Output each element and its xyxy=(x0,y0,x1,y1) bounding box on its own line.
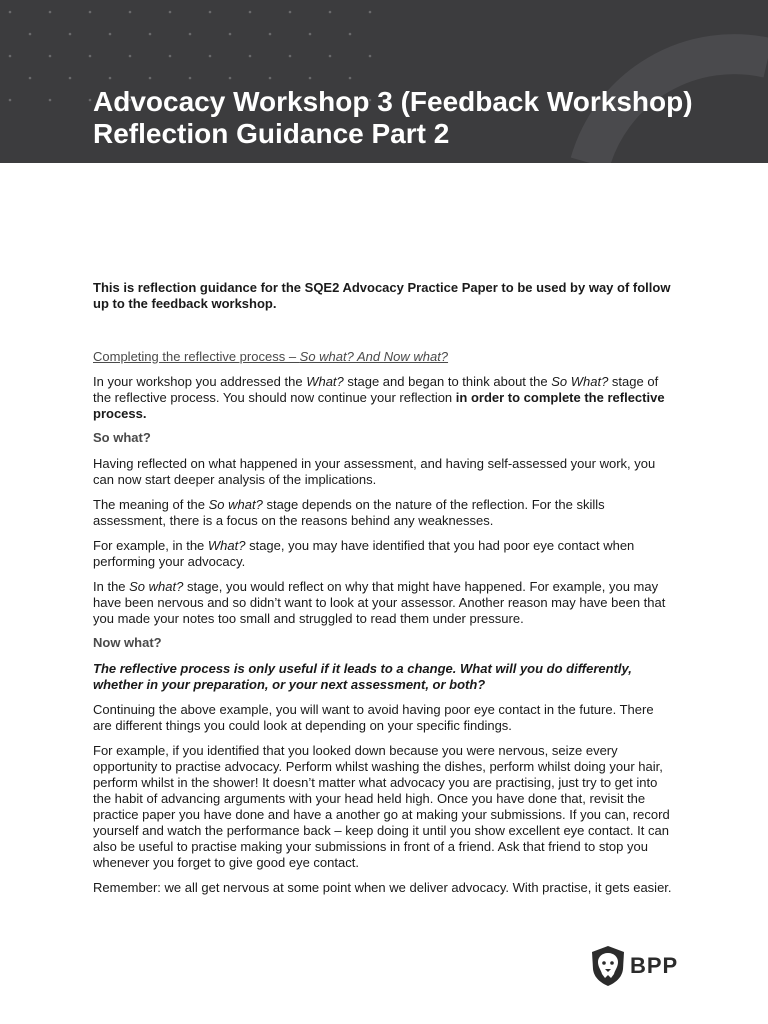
now-what-emphasis xyxy=(93,661,673,693)
header-dot xyxy=(129,55,132,58)
header-dot xyxy=(209,11,212,14)
now-what-heading: Now what? xyxy=(93,635,162,650)
so-what-heading: So what? xyxy=(93,430,151,445)
header-dot xyxy=(289,11,292,14)
so-what-paragraph-1: Having reflected on what happened in your assessment, and having self-assessed your work, you can now start deeper analysis of the implications. xyxy=(93,456,656,487)
now-what-paragraph-3: Remember: we all get nervous at some point when we deliver advocacy. With practise, it gets easier. xyxy=(93,880,672,895)
text-run: stage and began to think about the xyxy=(343,374,552,389)
header-dot xyxy=(329,11,332,14)
text-run: In your workshop you addressed the xyxy=(93,374,307,389)
intro-paragraph: This is reflection guidance for the SQE2 Advocacy Practice Paper to be used by way of follow up to the feedback workshop. xyxy=(93,280,671,311)
header-dot xyxy=(69,33,72,36)
now-what-paragraph-1: Continuing the above example, you will want to avoid having poor eye contact in the future. There are different things you could look at depending on your specific findings. xyxy=(93,702,654,733)
header-dot xyxy=(149,77,152,80)
header-dot xyxy=(169,11,172,14)
header-dot xyxy=(129,11,132,14)
text-run: stage depends on the nature of the reflection. For the skills assessment, there is a focus on the reasons behind any weaknesses. xyxy=(93,497,605,528)
header-dot xyxy=(289,55,292,58)
section-heading-italic: So what? And Now what? xyxy=(299,349,449,364)
section-heading xyxy=(93,349,673,365)
italic-run: What? xyxy=(207,538,246,553)
section-heading-text: Completing the reflective process – xyxy=(93,349,300,364)
header-dot xyxy=(149,33,152,36)
header-dot xyxy=(309,33,312,36)
text-run: stage of the reflective process. You should now continue your reflection xyxy=(93,374,659,405)
header-dot xyxy=(9,11,12,14)
header-banner xyxy=(0,0,768,163)
header-dot xyxy=(189,33,192,36)
text-run: In the xyxy=(93,579,130,594)
text-run: stage, you would reflect on why that might have happened. For example, you may have been nervous and so didn’t want to look at your assessor. Another reason may have been that you made your notes too small and struggled to read them under pressure. xyxy=(93,579,666,626)
text-run: stage, you may have identified that you had poor eye contact when performing your advocacy. xyxy=(93,538,635,569)
header-dot xyxy=(9,55,12,58)
bold-run: in order to complete the reflective process. xyxy=(93,390,665,421)
header-dot xyxy=(89,55,92,58)
header-dot xyxy=(369,55,372,58)
header-dot xyxy=(269,33,272,36)
header-dot xyxy=(29,77,32,80)
text-run: For example, in the xyxy=(93,538,208,553)
header-dot xyxy=(269,77,272,80)
lion-shield-icon xyxy=(590,945,626,987)
header-dot xyxy=(209,55,212,58)
header-dot xyxy=(249,55,252,58)
header-dot xyxy=(229,77,232,80)
header-dot xyxy=(229,33,232,36)
header-dot xyxy=(109,77,112,80)
so-what-paragraph-3 xyxy=(93,538,673,570)
so-what-paragraph-2 xyxy=(93,497,673,529)
header-dot xyxy=(369,11,372,14)
header-dot xyxy=(49,99,52,102)
page-title: Advocacy Workshop 3 (Feedback Workshop) Reflection Guidance Part 2 xyxy=(93,86,693,149)
workshop-paragraph xyxy=(93,374,673,422)
header-dot xyxy=(89,11,92,14)
italic-run: So What? xyxy=(551,374,609,389)
header-dot xyxy=(29,33,32,36)
header-dot xyxy=(349,77,352,80)
header-dot xyxy=(89,99,92,102)
text-run: The meaning of the xyxy=(93,497,209,512)
header-dot xyxy=(49,55,52,58)
bpp-logo xyxy=(590,945,680,989)
italic-run: So what? xyxy=(208,497,263,512)
header-dot xyxy=(69,77,72,80)
header-dot xyxy=(9,99,12,102)
document-body xyxy=(93,280,673,896)
header-dot xyxy=(309,77,312,80)
now-what-paragraph-2: For example, if you identified that you looked down because you were nervous, seize every opportunity to practise advocacy. Perform whilst washing the dishes, perform whilst doing your hair, perform whilst in the shower! It doesn’t matter what advocacy you are practising, just try to get into the habit of advancing arguments with your head held high. Once you have done that, revisit the practice paper you have done and have a another go at making your submissions. If you can, record yourself and watch the performance back – keep doing it until you show excellent eye contact. It can also be useful to practise making your submissions in front of a friend. Ask that friend to stop you whenever you forget to give good eye contact. xyxy=(93,743,670,870)
header-dot xyxy=(329,55,332,58)
emphasis-run: The reflective process is only useful if it leads to a change. What will you do differently, whether in your preparation, or your next assessment, or both? xyxy=(93,661,632,692)
logo-text: BPP xyxy=(630,953,679,978)
header-dot xyxy=(49,11,52,14)
italic-run: What? xyxy=(306,374,344,389)
header-dot xyxy=(169,55,172,58)
header-dot xyxy=(349,33,352,36)
so-what-paragraph-4 xyxy=(93,579,673,627)
italic-run: So what? xyxy=(129,579,184,594)
header-dot xyxy=(189,77,192,80)
header-dot xyxy=(109,33,112,36)
header-dot xyxy=(249,11,252,14)
